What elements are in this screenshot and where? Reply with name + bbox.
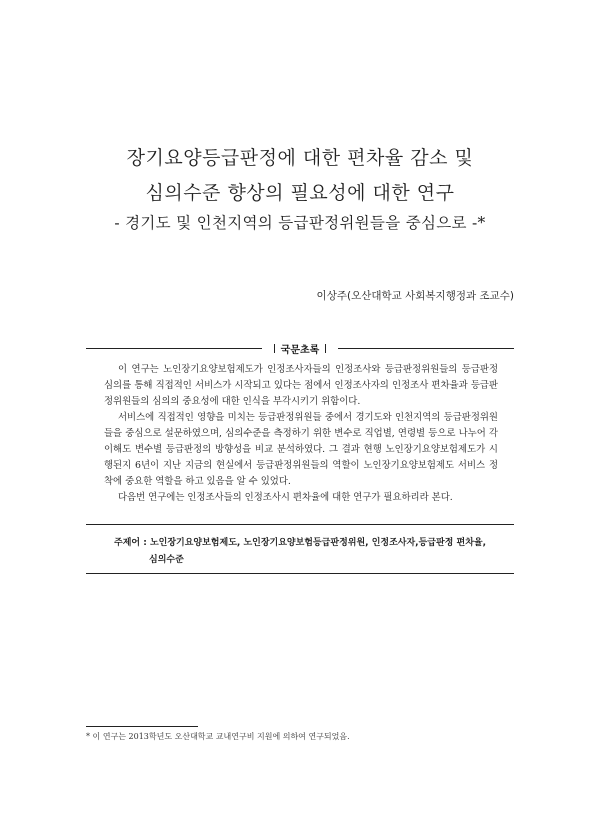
keywords — [114, 535, 514, 569]
paper-subtitle: - 경기도 및 인천지역의 등급판정위원들을 중심으로 -* — [114, 214, 486, 232]
abstract-bottom-rule — [86, 573, 514, 574]
abstract-heading: 국문초록 — [262, 341, 338, 356]
footnote-rule — [86, 726, 198, 727]
abstract-divider — [86, 524, 514, 525]
keywords-line-1: 주제어 : 노인장기요양보험제도, 노인장기요양보험등급판정위원, 인정조사자,등급판정 편차율, — [114, 538, 487, 548]
abstract-heading-bar — [86, 341, 514, 355]
paper-title-line-1: 장기요양등급판정에 대한 편차율 감소 및 — [126, 147, 474, 169]
keywords-line-2: 심의수준 — [149, 555, 184, 565]
heading-rule-left — [86, 348, 262, 349]
abstract-body — [104, 362, 498, 506]
abstract-paragraph-1: 이 연구는 노인장기요양보험제도가 인정조사자들의 인정조사와 등급판정위원들의 등급판정 심의를 통해 직접적인 서비스가 시작되고 있다는 점에서 인정조사자의 인정조사 편차율과 등급판정위원들의 심의의 중요성에 대한 인식을 부각시키기 위함이다. — [104, 364, 498, 407]
footnote: * 이 연구는 2013학년도 오산대학교 교내연구비 지원에 의하여 연구되었음. — [86, 732, 350, 741]
author-affiliation: 이상주(오산대학교 사회복지행정과 조교수) — [316, 290, 514, 302]
abstract-paragraph-2: 서비스에 직접적인 영향을 미치는 등급판정위원들 중에서 경기도와 인천지역의 등급판정위원들을 중심으로 설문하였으며, 심의수준을 측정하기 위한 변수로 직업별, 연령별 등으로 나누어 각 이해도 변수별 등급판정의 방향성을 비교 분석하였다. 그 결과 현행 노인장기요양보험제도가 시행된지 6년이 지난 지금의 현실에서 등급판정위원들의 역할이 노인장기요양보험제도 서비스 정착에 중요한 역할을 하고 있음을 알 수 있었다. — [104, 412, 498, 487]
abstract-paragraph-3: 다음번 연구에는 인정조사들의 인정조사시 편차율에 대한 연구가 필요하리라 본다. — [118, 492, 453, 503]
paper-title-line-2: 심의수준 향상의 필요성에 대한 연구 — [145, 182, 455, 204]
heading-rule-right — [338, 348, 514, 349]
